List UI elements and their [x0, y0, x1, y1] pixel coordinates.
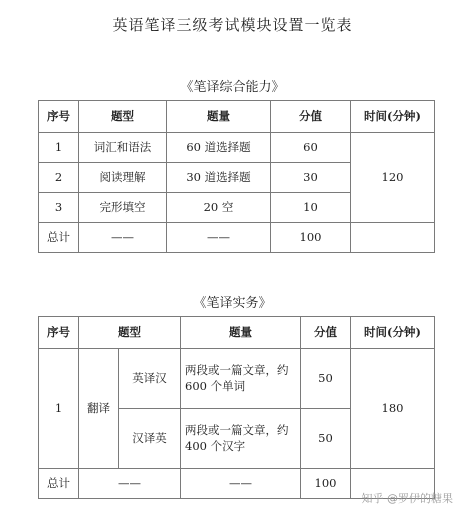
cell-seq: 2	[39, 163, 79, 193]
cell-time: 120	[351, 133, 435, 223]
header-count: 题量	[167, 101, 271, 133]
total-count: ——	[167, 223, 271, 253]
cell-score: 50	[301, 349, 351, 409]
cell-count: 两段或一篇文章，约 400 个汉字	[181, 409, 301, 469]
total-label: 总计	[39, 223, 79, 253]
total-row	[39, 223, 435, 253]
header-seq: 序号	[39, 101, 79, 133]
section1-table	[38, 100, 435, 253]
header-count: 题量	[181, 317, 301, 349]
cell-score: 10	[271, 193, 351, 223]
total-type: ——	[79, 223, 167, 253]
total-score: 100	[271, 223, 351, 253]
cell-score: 50	[301, 409, 351, 469]
cell-type: 翻译	[79, 349, 119, 469]
cell-seq: 1	[39, 349, 79, 469]
header-seq: 序号	[39, 317, 79, 349]
cell-seq: 1	[39, 133, 79, 163]
table-row	[39, 349, 435, 409]
cell-type: 阅读理解	[79, 163, 167, 193]
cell-subtype: 英译汉	[119, 349, 181, 409]
header-time: 时间(分钟)	[351, 101, 435, 133]
total-type: ——	[79, 469, 181, 499]
table-row	[39, 133, 435, 163]
cell-score: 60	[271, 133, 351, 163]
section2-table	[38, 316, 435, 499]
cell-count: 两段或一篇文章，约 600 个单词	[181, 349, 301, 409]
cell-score: 30	[271, 163, 351, 193]
total-time	[351, 223, 435, 253]
cell-count: 30 道选择题	[167, 163, 271, 193]
total-count: ——	[181, 469, 301, 499]
cell-subtype: 汉译英	[119, 409, 181, 469]
section2-title: 《笔译实务》	[193, 296, 272, 311]
cell-type: 词汇和语法	[79, 133, 167, 163]
cell-time: 180	[351, 349, 435, 469]
total-label: 总计	[39, 469, 79, 499]
page-title: 英语笔译三级考试模块设置一览表	[112, 16, 353, 34]
cell-count: 60 道选择题	[167, 133, 271, 163]
header-time: 时间(分钟)	[351, 317, 435, 349]
header-type: 题型	[79, 317, 181, 349]
cell-count: 20 空	[167, 193, 271, 223]
total-score: 100	[301, 469, 351, 499]
header-type: 题型	[79, 101, 167, 133]
header-score: 分值	[271, 101, 351, 133]
cell-type: 完形填空	[79, 193, 167, 223]
watermark: 知乎 @罗伊的糖果	[361, 492, 453, 505]
section1-title: 《笔译综合能力》	[180, 80, 285, 95]
cell-seq: 3	[39, 193, 79, 223]
header-score: 分值	[301, 317, 351, 349]
